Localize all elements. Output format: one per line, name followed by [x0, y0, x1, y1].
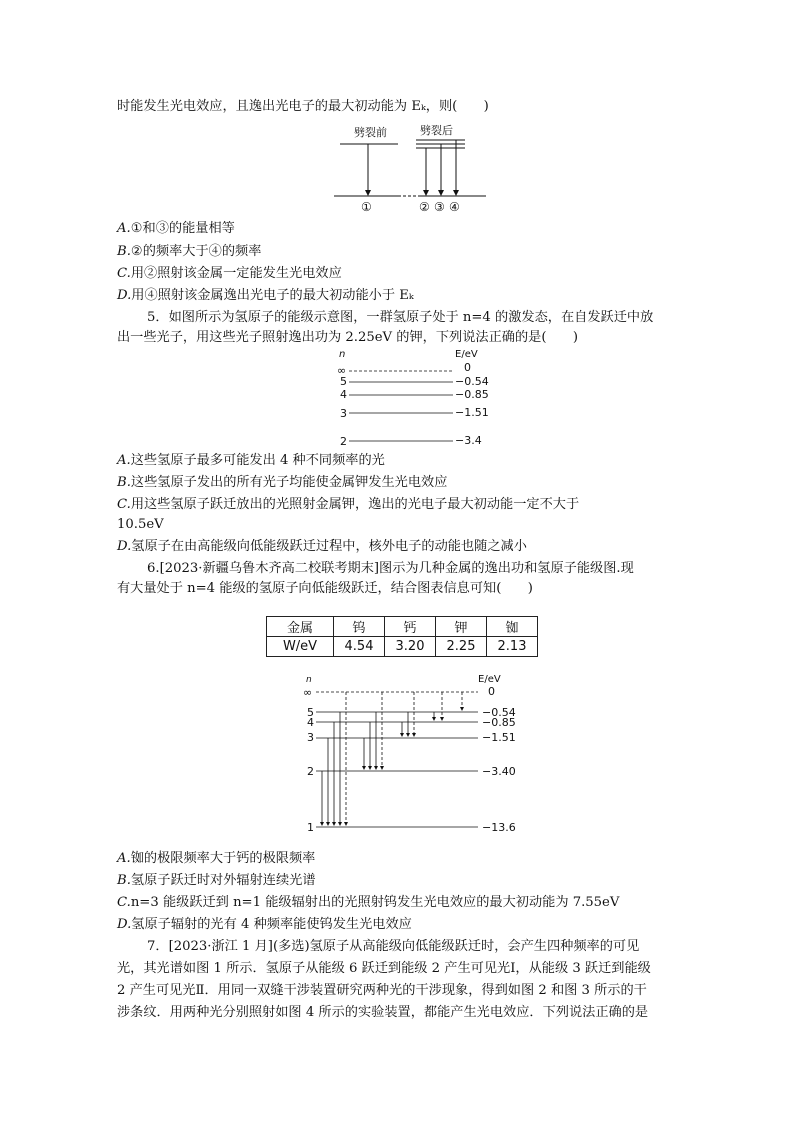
q7-stem-line-4: 涉条纹．用两种光分别照射如图 4 所示的实验装置，都能产生光电效应．下列说法正确的是: [117, 1005, 649, 1020]
q5-stem-line-1: 5．如图所示为氢原子的能级示意图，一群氢原子处于 n=4 的激发态，在自发跃迁中放: [147, 310, 654, 325]
n-axis-label: n: [306, 675, 312, 685]
q6-stem-line-1: 6.[2023·新疆乌鲁木齐高二校联考期末]图示为几种金属的逸出功和氢原子能级图.现: [147, 561, 634, 576]
q6-energy-level-diagram: [300, 672, 540, 842]
q6-option-b: B.氢原子跃迁时对外辐射连续光谱: [117, 873, 316, 888]
level-n-3: 3: [307, 731, 314, 744]
level-e-5: −0.54: [482, 706, 516, 719]
q5-option-d: D.氢原子在由高能级向低能级跃迁过程中，核外电子的动能也随之减小: [117, 539, 527, 554]
q5-option-c: C.用这些氢原子跃迁放出的光照射金属钾，逸出的光电子最大初动能一定不大于: [117, 497, 580, 512]
q7-stem-line-3: 2 产生可见光Ⅱ．用同一双缝干涉装置研究两种光的干涉现象，得到如图 2 和图 3 所示的干: [117, 983, 647, 998]
table-row: [267, 637, 538, 657]
q5-option-b: B.这些氢原子发出的所有光子均能使金属钾发生光电效应: [117, 475, 448, 490]
level-n-3: 3: [340, 407, 347, 420]
level-e-5: −0.54: [455, 375, 489, 388]
level-n-1: 1: [307, 821, 314, 834]
splitting-diagram: [330, 120, 500, 215]
label-circled-1: ①: [361, 200, 372, 214]
level-e-3: −1.51: [482, 731, 516, 744]
q7-stem-line-1: 7．[2023·浙江 1 月](多选)氢原子从高能级向低能级跃迁时，会产生四种频率的可见: [147, 939, 640, 954]
level-e-inf: 0: [464, 361, 471, 374]
level-e-1: −13.6: [482, 821, 516, 834]
table-cell: 钾: [436, 617, 487, 637]
q5-stem-line-2: 出一些光子，用这些光子照射逸出功为 2.25eV 的钾，下列说法正确的是( ): [117, 330, 578, 345]
question4-stem-line: 时能发生光电效应，且逸出光电子的最大初动能为 Eₖ，则( ): [117, 99, 489, 114]
level-n-inf: ∞: [303, 686, 313, 699]
level-n-inf: ∞: [337, 364, 347, 377]
label-circled-4: ④: [449, 200, 460, 214]
level-e-4: −0.85: [455, 388, 489, 401]
table-cell: 金属: [267, 617, 334, 637]
q5-option-c-cont: 10.5eV: [117, 517, 164, 532]
level-e-inf: 0: [488, 685, 495, 698]
table-cell: 铷: [487, 617, 538, 637]
q4-option-a: A.①和③的能量相等: [117, 221, 235, 236]
level-e-2: −3.4: [455, 434, 482, 447]
n-axis-label: n: [339, 349, 346, 360]
work-function-table: [266, 616, 538, 657]
q5-energy-level-diagram: [335, 345, 495, 450]
level-n-5: 5: [307, 706, 314, 719]
q6-stem-line-2: 有大量处于 n=4 能级的氢原子向低能级跃迁，结合图表信息可知( ): [117, 581, 533, 596]
label-circled-3: ③: [434, 200, 445, 214]
level-e-4: −0.85: [482, 716, 516, 729]
table-cell: 钙: [385, 617, 436, 637]
e-axis-label: E/eV: [478, 674, 501, 685]
q4-option-d: D.用④照射该金属逸出光电子的最大初动能小于 Eₖ: [117, 288, 414, 303]
table-cell: 2.25: [436, 637, 487, 657]
table-cell: 2.13: [487, 637, 538, 657]
table-cell: 3.20: [385, 637, 436, 657]
label-after-split: 劈裂后: [420, 124, 453, 137]
table-cell: 钨: [334, 617, 385, 637]
level-n-4: 4: [307, 716, 314, 729]
level-n-2: 2: [340, 435, 347, 448]
level-n-5: 5: [340, 375, 347, 388]
table-cell: W/eV: [267, 637, 334, 657]
level-n-2: 2: [307, 765, 314, 778]
level-e-3: −1.51: [455, 406, 489, 419]
table-cell: 4.54: [334, 637, 385, 657]
label-before-split: 劈裂前: [354, 126, 387, 139]
label-circled-2: ②: [419, 200, 430, 214]
e-axis-label: E/eV: [455, 349, 478, 360]
q4-option-c: C.用②照射该金属一定能发生光电效应: [117, 266, 342, 281]
q6-option-d: D.氢原子辐射的光有 4 种频率能使钨发生光电效应: [117, 917, 412, 932]
q4-option-b: B.②的频率大于④的频率: [117, 244, 262, 259]
q5-option-a: A.这些氢原子最多可能发出 4 种不同频率的光: [117, 453, 385, 468]
level-n-4: 4: [340, 388, 347, 401]
q6-option-a: A.铷的极限频率大于钙的极限频率: [117, 851, 316, 866]
q6-option-c: C.n=3 能级跃迁到 n=1 能级辐射出的光照射钨发生光电效应的最大初动能为 7.55eV: [117, 895, 620, 910]
table-header-row: [267, 617, 538, 637]
level-e-2: −3.40: [482, 765, 516, 778]
q7-stem-line-2: 光，其光谱如图 1 所示．氢原子从能级 6 跃迁到能级 2 产生可见光Ⅰ，从能级 3 跃迁到能级: [117, 961, 651, 976]
